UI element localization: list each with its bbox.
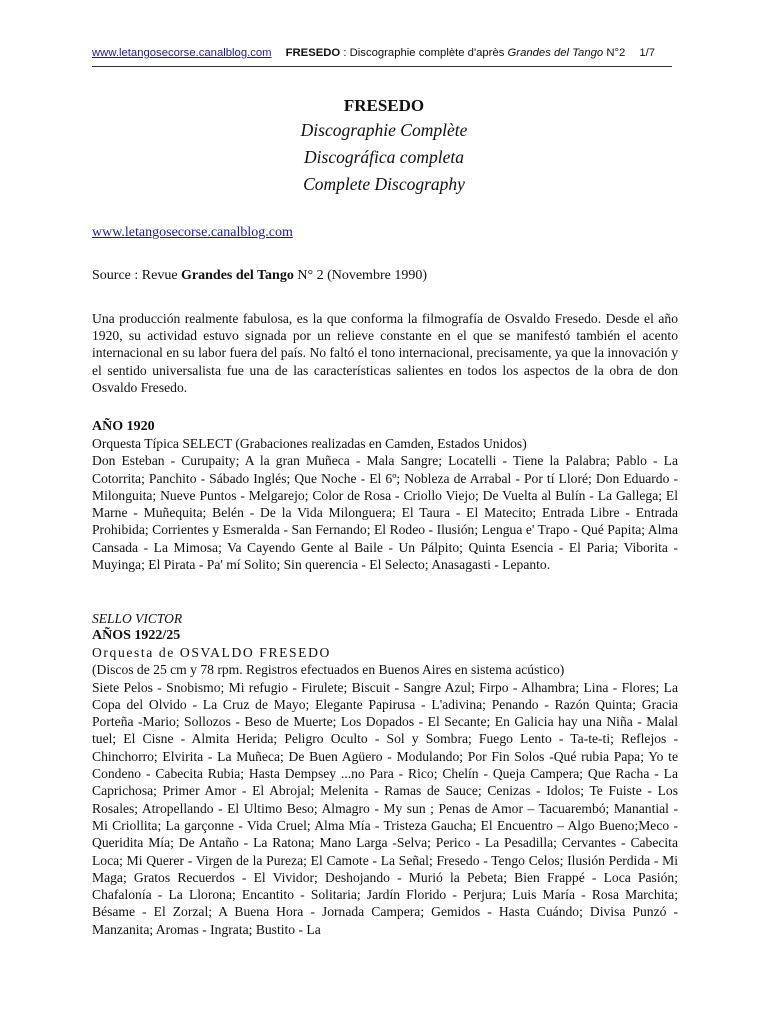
section-victor xyxy=(92,611,678,938)
subtitle-french: Discographie Complète xyxy=(300,120,468,140)
section-1920-heading: AÑO 1920 xyxy=(92,419,155,434)
section-1920-tracks: Don Esteban - Curupaity; A la gran Muñeca - Mala Sangre; Locatelli - Tiene la Palabra; Pablo - La Cotorrita; Panchito - Sábado Inglés; Que Noche - El 6º; Nobleza de Arrabal - Por tí Lloré; Don Eduardo - Milonguita; Nueve Puntos - Melgarejo; Color de Rosa - Criollo Viejo; De Vuelta al Bulín - La Gallega; El Marne - Muñequita; Belén - De la Vida Milonguera; El Taura - El Matecito; Entrada Libre - Entrada Prohibida; Corrientes y Esmeralda - San Fernando; El Rodeo - Ilusión; Lengua e' Trapo - Qué Papita; Alma Cansada - La Mimosa; Va Cayendo Gente al Baile - Un Pálpito; Quinta Esencia - El Paria; Viborita - Muyinga; El Pirata - Pa' mí Solito; Sin querencia - El Selecto; Anasagasti - Lepanto. xyxy=(92,453,678,573)
header-description: Discographie complète d'après xyxy=(349,47,508,59)
header-separator: : xyxy=(340,47,350,59)
section-1920-orchestra: Orquesta Típica SELECT (Grabaciones realizadas en Camden, Estados Unidos) xyxy=(92,436,527,451)
source-prefix: Source : Revue xyxy=(92,268,182,283)
section-victor-orchestra: Orquesta de OSVALDO FRESEDO xyxy=(92,645,331,660)
title-block xyxy=(92,95,676,198)
header-page-indicator: 1/7 xyxy=(639,47,656,59)
section-victor-label: SELLO VICTOR xyxy=(92,611,183,626)
page-title: FRESEDO xyxy=(343,96,425,115)
header-rule xyxy=(92,66,672,67)
section-victor-heading: AÑOS 1922/25 xyxy=(92,628,181,643)
subtitle-spanish: Discográfica completa xyxy=(304,147,464,167)
header-artist: FRESEDO xyxy=(285,47,341,59)
source-line xyxy=(92,267,427,285)
header-site-link[interactable]: www.letangosecorse.canalblog.com xyxy=(92,47,272,59)
header-source-title: Grandes del Tango xyxy=(507,47,604,59)
site-link[interactable]: www.letangosecorse.canalblog.com xyxy=(92,225,293,240)
page-header xyxy=(92,46,672,60)
section-victor-note: (Discos de 25 cm y 78 rpm. Registros efectuados en Buenos Aires en sistema acústico) xyxy=(92,662,565,678)
subtitle-english: Complete Discography xyxy=(303,174,465,194)
section-victor-tracks: Siete Pelos - Snobismo; Mi refugio - Firulete; Biscuit - Sangre Azul; Firpo - Alhambra; Lina - Flores; La Copa del Olvido - La Cruz de Mayo; Elegante Papirusa - L'adivina; Penando - Razón Quinta; Gracia Porteña -Mario; Sollozos - Beso de Muerte; Los Dopados - El Secante; En Galicia hay una Niña - Malal tuel; El Cisne - Almita Herida; Peligro Oculto - Sol y Sombra; Fuego Lento - Ta-te-ti; Reflejos - Chinchorro; Elvirita - La Muñeca; De Buen Agüero - Modulando; Por Fin Solos -Qué rubia Papa; Yo te Condeno - Cabecita Rubia; Hasta Dempsey ...no Para - Rico; Chelín - Queja Campera; Que Racha - La Caprichosa; Primer Amor - El Abrojal; Melenita - Ramas de Sauce; Cenizas - Idolos; Te Fuiste - Los Rosales; Atropellando - El Ultimo Beso; Almagro - My sun ; Penas de Amor – Tacuarembó; Manantial - Mi Criollita; La garçonne - Vida Cruel; Alma Mía - Tristeza Gaucha; El Encuentro – Algo Bueno;Meco - Queridita Mía; De Antaño - La Ratona; Mano Larga -Selva; Perico - La Pesadilla; Cervantes - Cabecita Loca; Mi Querer - Virgen de la Pureza; El Camote - La Señal; Fresedo - Tengo Celos; Ilusión Perdida - Mi Maga; Gratos Recuerdos - El Vividor; Deshojando - Murió la Pebeta; Bien Frappé - Loca Pasión; Chafalonía - La Llorona; Encantito - Solitaria; Jardín Florido - Perjura; Luis María - Rosa Marchita; Bésame - El Zorzal; A Buena Hora - Jornada Campera; Gemidos - Hasta Cuándo; Divisa Punzó - Manzanita; Aromas - Ingrata; Bustito - La xyxy=(92,679,678,937)
section-1920 xyxy=(92,418,678,573)
intro-paragraph: Una producción realmente fabulosa, es la que conforma la filmografía de Osvaldo Fresedo. Desde el año 1920, su actividad estuvo signada por un relieve constante en el que se manifestó también el acento internacional en su labor fuera del país. No faltó el tono internacional, precisamente, ya que la innovación y el sentido universalista fue una de las características salientes en todos los aspectos de la obra de don Osvaldo Fresedo. xyxy=(92,311,678,395)
source-suffix: N° 2 (Novembre 1990) xyxy=(293,268,427,283)
header-issue: N°2 xyxy=(603,47,626,59)
source-magazine: Grandes del Tango xyxy=(181,268,294,283)
